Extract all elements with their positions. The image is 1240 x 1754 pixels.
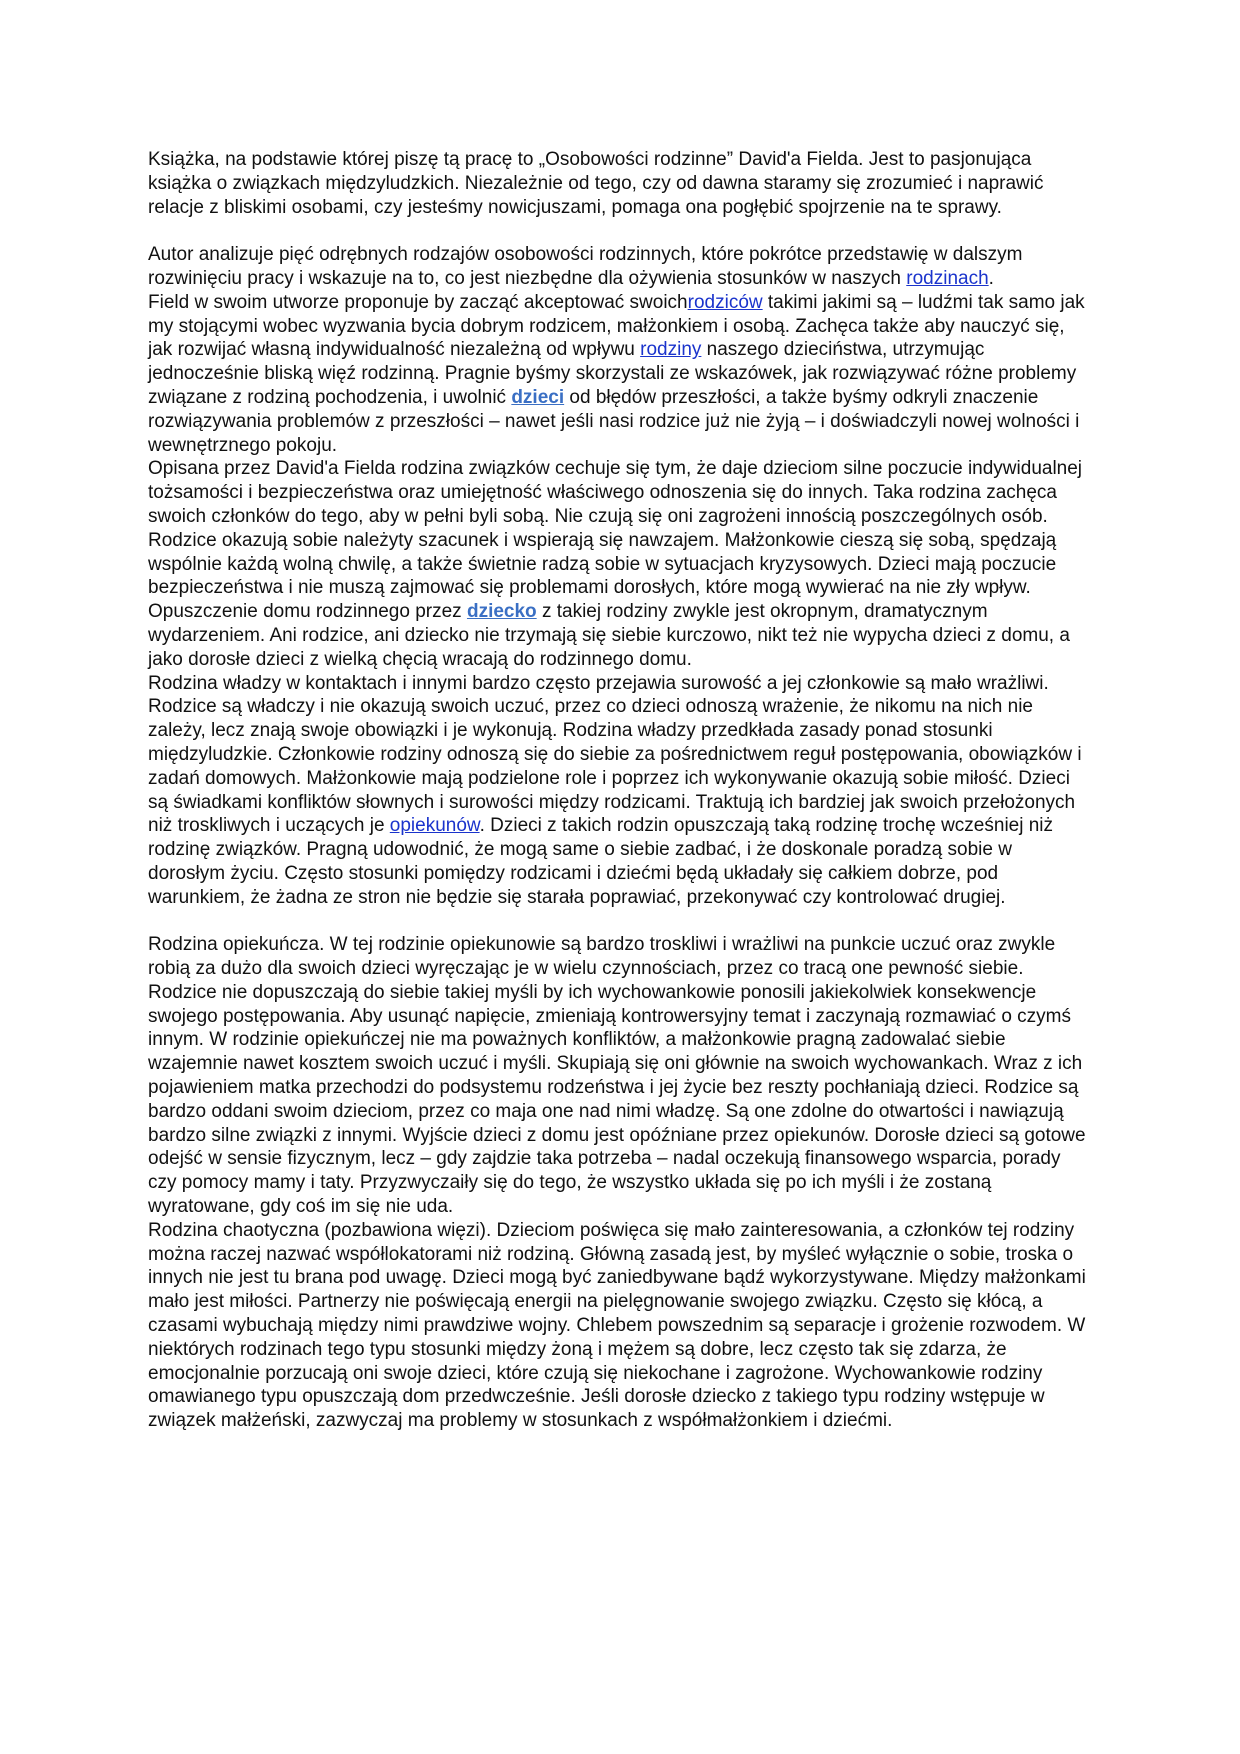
text-segment: z takiej rodziny zwykle jest okropnym, dramatycznym wydarzeniem. Ani rodzice, ani dziecko nie trzymają się siebie kurczowo, nikt też nie wypycha dzieci z domu, a jako dorosłe dzieci z wielką chęcią wracają do rodzinnego domu.	[148, 601, 1070, 670]
paragraph-relationship-family	[148, 457, 1093, 671]
document-page	[148, 148, 1093, 1433]
text-segment: takimi jakimi są – ludźmi tak samo jak my stojącymi wobec wyzwania bycia dobrym rodzicem, małżonkiem i osobą. Zachęca także aby nauczyć się, jak rozwijać własną indywidualność niezależną od wpływu	[148, 291, 1085, 361]
text-segment: Field w swoim utworze proponuje by zacząć akceptować swoich	[148, 291, 688, 313]
paragraph-author-analysis	[148, 243, 1093, 291]
link-opiekunow[interactable]: opiekunów	[389, 815, 480, 837]
paragraph-intro: Książka, na podstawie której piszę tą pracę to „Osobowości rodzinne” David'a Fielda. Jest to pasjonująca książka o związkach międzyludzkich. Niezależnie od tego, czy od dawna staramy się zrozumieć i naprawić relacje z bliskimi osobami, czy jesteśmy nowicjuszami, pomaga ona pogłębić spojrzenie na te sprawy.	[148, 149, 1044, 218]
text-segment: .	[988, 267, 994, 289]
paragraph-chaotic-family: Rodzina chaotyczna (pozbawiona więzi). Dzieciom poświęca się mało zainteresowania, a członków tej rodziny można raczej nazwać współlokatorami niż rodziną. Główną zasadą jest, by myśleć wyłącznie o sobie, troska o innych nie jest tu brana pod uwagę. Dzieci mogą być zaniedbywane bądź wykorzystywane. Między małżonkami mało jest miłości. Partnerzy nie poświęcają energii na pielęgnowanie swojego związku. Często się kłócą, a czasami wybuchają między nimi prawdziwe wojny. Chlebem powszednim są separacje i grożenie rozwodem. W niektórych rodzinach tego typu stosunki między żoną i mężem są dobre, lecz często tak się zdarza, że emocjonalnie porzucają oni swoje dzieci, które czują się niekochane i zagrożone. Wychowankowie rodziny omawianego typu opuszczają dom przedwcześnie. Jeśli dorosłe dziecko z takiego typu rodziny wstępuje w związek małżeński, zazwyczaj ma problemy w stosunkach z współmałżonkiem i dziećmi.	[148, 1219, 1086, 1432]
text-segment: . Dzieci z takich rodzin opuszczają taką rodzinę trochę wcześniej niż rodzinę związków. Pragną udowodnić, że mogą same o siebie zadbać, i że doskonale poradzą sobie w dorosłym życiu. Często stosunki pomiędzy rodzicami i dziećmi będą układały się całkiem dobrze, pod warunkiem, że żadna ze stron nie będzie się starała poprawiać, przekonywać czy kontrolować drugiej.	[148, 815, 1054, 908]
text-segment: Opisana przez David'a Fielda rodzina związków cechuje się tym, że daje dzieciom silne poczucie indywidualnej tożsamości i bezpieczeństwa oraz umiejętność właściwego odnoszenia się do innych. Taka rodzina zachęca swoich członków do tego, aby w pełni byli sobą. Nie czują się oni zagrożeni innością poszczególnych osób. Rodzice okazują sobie należyty szacunek i wspierają się nawzajem. Małżonkowie cieszą się sobą, spędzają wspólnie każdą wolną chwilę, a także świetnie radzą sobie w sytuacjach kryzysowych. Dzieci mają poczucie bezpieczeństwa i nie muszą zajmować się problemami dorosłych, które mogą wywierać na nie zły wpływ. Opuszczenie domu rodzinnego przez	[148, 458, 1083, 623]
link-rodzicow[interactable]: rodziców	[687, 291, 763, 313]
paragraph-field-proposal	[148, 291, 1093, 458]
text-segment: Rodzina władzy w kontaktach i innymi bardzo często przejawia surowość a jej członkowie są mało wrażliwi. Rodzice są władczy i nie okazują swoich uczuć, przez co dzieci odnoszą wrażenie, że nikomu na nich nie zależy, lecz znają swoje obowiązki i je wykonują. Rodzina władzy przedkłada zasady ponad stosunki międzyludzkie. Członkowie rodziny odnoszą się do siebie za pośrednictwem reguł postępowania, obowiązków i zadań domowych. Małżonkowie mają podzielone role i poprzez ich wykonywanie okazują sobie miłość. Dzieci są świadkami konfliktów słownych i surowości między rodzicami. Traktują ich bardziej jak swoich przełożonych niż troskliwych i uczących je	[148, 672, 1082, 837]
paragraph-power-family	[148, 672, 1093, 910]
text-segment: Autor analizuje pięć odrębnych rodzajów osobowości rodzinnych, które pokrótce przedstawię w dalszym rozwinięciu pracy i wskazuje na to, co jest niezbędne dla ożywienia stosunków w naszych	[148, 244, 1023, 289]
link-dzieci[interactable]: dzieci	[511, 386, 565, 408]
paragraph-spacer	[148, 219, 1093, 243]
paragraph-caring-family: Rodzina opiekuńcza. W tej rodzinie opiekunowie są bardzo troskliwi i wrażliwi na punkcie uczuć oraz zwykle robią za dużo dla swoich dzieci wyręczając je w wielu czynnościach, przez co tracą one pewność siebie. Rodzice nie dopuszczają do siebie takiej myśli by ich wychowankowie ponosili jakiekolwiek konsekwencje swojego postępowania. Aby usunąć napięcie, zmieniają kontrowersyjny temat i zaczynają rozmawiać o czymś innym. W rodzinie opiekuńczej nie ma poważnych konfliktów, a małżonkowie pragną zadowalać siebie wzajemnie nawet kosztem swoich uczuć i myśli. Skupiają się oni głównie na swoich wychowankach. Wraz z ich pojawieniem matka przechodzi do podsystemu rodzeństwa i jej życie bez reszty pochłaniają dzieci. Rodzice są bardzo oddani swoim dzieciom, przez co maja one nad nimi władzę. Są one zdolne do otwartości i nawiązują bardzo silne związki z innymi. Wyjście dzieci z domu jest opóźniane przez opiekunów. Dorosłe dzieci są gotowe odejść w sensie fizycznym, lecz – gdy zajdzie taka potrzeba – nadal oczekują finansowego wsparcia, porady czy pomocy mamy i taty. Przyzwyczaiły się do tego, że wszystko układa się po ich myśli i że zostaną wyratowane, gdy coś im się nie uda.	[148, 934, 1086, 1218]
paragraph-spacer	[148, 910, 1093, 934]
link-dziecko[interactable]: dziecko	[466, 601, 537, 623]
link-rodziny[interactable]: rodziny	[640, 339, 702, 361]
link-rodzinach[interactable]: rodzinach	[906, 267, 989, 289]
text-segment: od błędów przeszłości, a także byśmy odkryli znaczenie rozwiązywania problemów z przeszłości – nawet jeśli nasi rodzice już nie żyją – i doświadczyli nowej wolności i wewnętrznego pokoju.	[148, 386, 1080, 456]
text-segment: naszego dzieciństwa, utrzymując jednocześnie bliską więź rodzinną. Pragnie byśmy skorzystali ze wskazówek, jak rozwiązywać różne problemy związane z rodziną pochodzenia, i uwolnić	[148, 339, 1077, 408]
